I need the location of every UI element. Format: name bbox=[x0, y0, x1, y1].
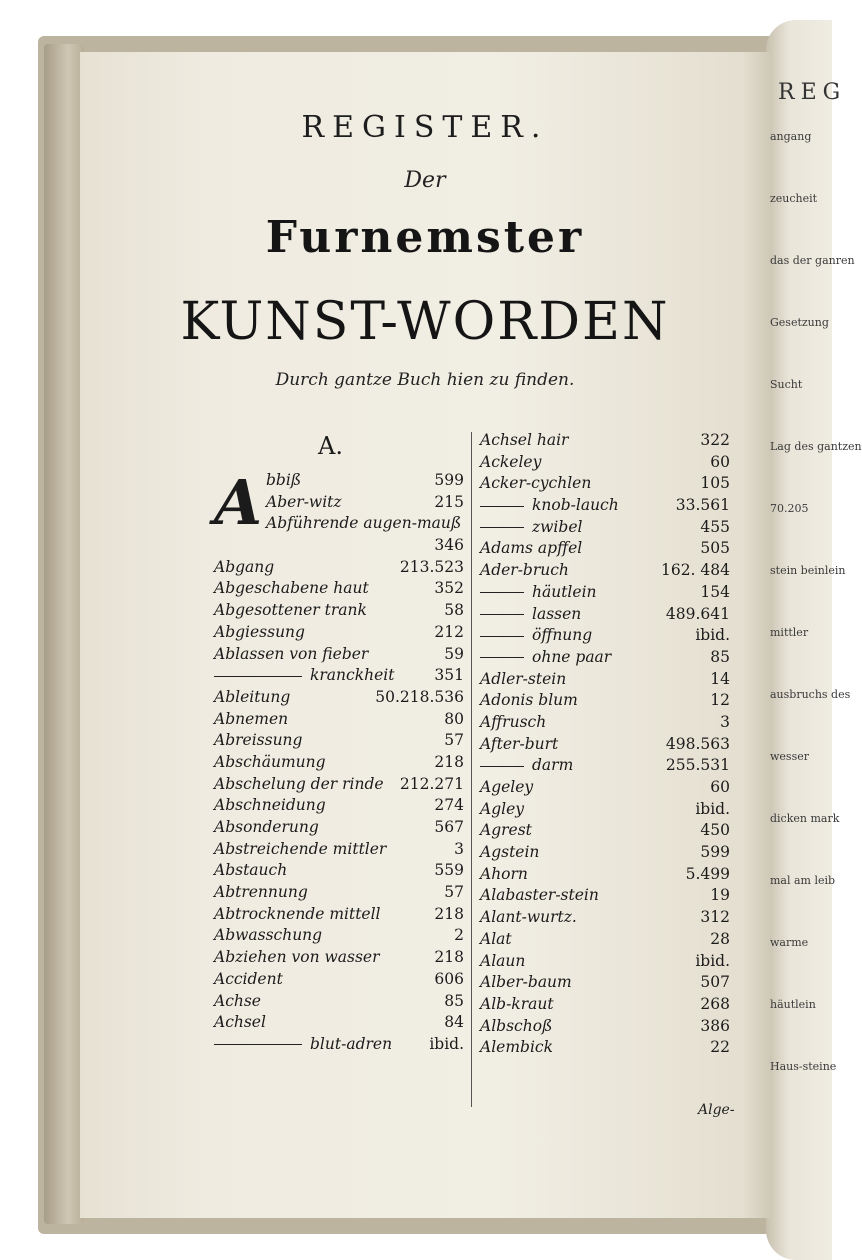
entry-page: 346 bbox=[434, 536, 464, 555]
index-entry bbox=[214, 991, 464, 1013]
entry-term-text: Abschneidung bbox=[214, 796, 326, 815]
entry-term bbox=[214, 839, 386, 861]
entry-page: ibid. bbox=[695, 626, 730, 645]
left-column bbox=[214, 430, 464, 1056]
entry-term-text: Albschoß bbox=[480, 1016, 553, 1035]
entry-term-text: Abnemen bbox=[214, 709, 289, 728]
entry-term-text: öffnung bbox=[532, 626, 593, 645]
entry-page: 5.499 bbox=[685, 864, 730, 883]
index-entry bbox=[480, 755, 730, 777]
adjacent-page-fragment: wesser bbox=[770, 750, 809, 763]
entry-page: 505 bbox=[700, 539, 730, 558]
entry-page: 14 bbox=[710, 669, 730, 688]
entry-term bbox=[480, 907, 577, 929]
entry-term bbox=[214, 600, 367, 622]
big-heading: KUNST-WORDEN bbox=[180, 292, 670, 352]
entry-page: 567 bbox=[434, 818, 464, 836]
section-letter: A. bbox=[318, 432, 343, 460]
entry-term-text: kranckheit bbox=[310, 666, 395, 685]
entry-term bbox=[214, 969, 283, 991]
entry-term-text: blut-adren bbox=[310, 1034, 393, 1053]
index-entry bbox=[480, 972, 730, 994]
index-entry bbox=[480, 582, 730, 604]
entry-term-text: Ahorn bbox=[480, 864, 528, 883]
entry-page: 489.641 bbox=[665, 604, 730, 623]
entry-term bbox=[480, 538, 582, 560]
entry-term bbox=[480, 777, 533, 799]
index-entry bbox=[214, 578, 464, 600]
entry-term bbox=[480, 582, 597, 604]
index-entry bbox=[480, 777, 730, 799]
index-entry bbox=[480, 495, 730, 517]
entry-term bbox=[480, 799, 524, 821]
entry-term bbox=[266, 513, 461, 535]
entry-term-text: Alat bbox=[480, 929, 512, 948]
index-entry bbox=[480, 734, 730, 756]
ditto-dash bbox=[480, 506, 524, 507]
entry-term-text: Alant-wurtz. bbox=[480, 908, 577, 927]
index-entry bbox=[480, 929, 730, 951]
index-entry bbox=[480, 452, 730, 474]
entry-term bbox=[480, 820, 532, 842]
entry-page: 599 bbox=[434, 471, 464, 489]
entry-page: 351 bbox=[434, 666, 464, 685]
entry-page: ibid. bbox=[429, 1034, 464, 1053]
entry-term bbox=[214, 687, 290, 709]
entry-term-text: Ableitung bbox=[214, 687, 291, 706]
entry-term bbox=[214, 665, 394, 687]
entry-page: 59 bbox=[444, 644, 464, 663]
entry-term-text: ohne paar bbox=[532, 647, 612, 666]
entry-term-text: Achsel bbox=[214, 1013, 266, 1032]
entry-term bbox=[480, 430, 568, 452]
entry-page: 85 bbox=[710, 647, 730, 666]
entry-page: 22 bbox=[710, 1038, 730, 1057]
entry-term bbox=[480, 712, 546, 734]
adjacent-page bbox=[766, 20, 862, 1260]
index-entry bbox=[214, 535, 464, 557]
entry-page: 19 bbox=[710, 886, 730, 905]
index-entry bbox=[214, 730, 464, 752]
entry-page: 57 bbox=[444, 731, 464, 750]
entry-term bbox=[480, 929, 512, 951]
index-entry bbox=[480, 951, 730, 973]
entry-term bbox=[214, 904, 381, 926]
adjacent-page-fragment: mittler bbox=[770, 626, 809, 639]
entry-term bbox=[480, 669, 566, 691]
entry-page: 450 bbox=[700, 821, 730, 840]
index-entry bbox=[480, 820, 730, 842]
entry-term-text: Abgesottener trank bbox=[214, 601, 367, 620]
entry-term bbox=[480, 690, 578, 712]
adjacent-page-heading: REG bbox=[778, 80, 847, 105]
entry-page: 213.523 bbox=[399, 557, 464, 576]
entry-term bbox=[480, 951, 525, 973]
index-entry bbox=[480, 647, 730, 669]
entry-term-text: Ageley bbox=[480, 778, 534, 796]
entry-term bbox=[480, 473, 591, 495]
entry-page: 3 bbox=[454, 839, 464, 858]
entry-page: 105 bbox=[700, 474, 730, 493]
entry-term-text: Affrusch bbox=[480, 712, 547, 731]
entry-page: 212.271 bbox=[399, 774, 464, 793]
entry-term-text: Alb-kraut bbox=[480, 994, 554, 1013]
drop-cap: A bbox=[214, 466, 263, 539]
index-entry bbox=[214, 622, 464, 644]
entry-term-text: Alabaster-stein bbox=[480, 886, 599, 905]
index-entry bbox=[480, 690, 730, 712]
entry-page: 218 bbox=[434, 904, 464, 923]
entry-term bbox=[214, 752, 326, 774]
entry-term-text: Abschäumung bbox=[214, 752, 326, 771]
entry-term bbox=[480, 647, 611, 669]
page-title: REGISTER. bbox=[301, 110, 549, 145]
entry-term bbox=[480, 1016, 552, 1038]
index-entry bbox=[480, 517, 730, 539]
index-entry bbox=[214, 817, 464, 839]
entry-page: 507 bbox=[700, 973, 730, 992]
entry-term-text: Abstreichende mittler bbox=[214, 839, 387, 858]
index-entry bbox=[480, 1016, 730, 1038]
entry-term bbox=[480, 604, 581, 626]
entry-term-text: bbiß bbox=[266, 471, 302, 489]
entry-term bbox=[480, 842, 539, 864]
entry-page: ibid. bbox=[695, 951, 730, 970]
entry-term bbox=[214, 578, 369, 600]
index-entry bbox=[214, 904, 464, 926]
entry-page: 352 bbox=[434, 579, 464, 598]
entry-term-text: Abtrocknende mittell bbox=[214, 904, 381, 923]
entry-page: 218 bbox=[434, 752, 464, 771]
ditto-dash bbox=[214, 676, 302, 677]
entry-page: 162. 484 bbox=[660, 561, 730, 580]
entry-page: 599 bbox=[700, 843, 730, 862]
index-entry bbox=[214, 513, 464, 535]
adjacent-page-fragment: Haus-steine bbox=[770, 1060, 837, 1073]
index-entry bbox=[480, 842, 730, 864]
entry-term bbox=[214, 774, 384, 796]
entry-term bbox=[480, 560, 569, 582]
entry-term bbox=[480, 755, 573, 777]
index-entry bbox=[214, 1034, 464, 1056]
entry-term bbox=[480, 625, 592, 647]
index-entry bbox=[214, 665, 464, 687]
entry-term-text: Abziehen von wasser bbox=[214, 948, 380, 967]
entry-term bbox=[214, 925, 322, 947]
entry-term-text: Achsel hair bbox=[480, 431, 569, 449]
tagline: Durch gantze Buch hien zu finden. bbox=[275, 370, 575, 390]
entry-term bbox=[214, 1012, 266, 1034]
adjacent-page-fragment: dicken mark bbox=[770, 812, 840, 825]
entry-term-text: Accident bbox=[214, 969, 283, 988]
adjacent-page-fragment: angang bbox=[770, 130, 812, 143]
index-entry bbox=[480, 560, 730, 582]
entry-page: 28 bbox=[710, 929, 730, 948]
index-entry bbox=[214, 1012, 464, 1034]
entry-term-text: Alaun bbox=[480, 951, 526, 970]
index-entry bbox=[480, 1037, 730, 1059]
index-entry bbox=[480, 799, 730, 821]
entry-term-text: häutlein bbox=[532, 582, 597, 601]
entry-page: 386 bbox=[700, 1016, 730, 1035]
entry-page: 84 bbox=[444, 1013, 464, 1032]
entry-term-text: Absonderung bbox=[214, 818, 319, 836]
column-divider bbox=[471, 432, 472, 1107]
entry-term-text: Abgang bbox=[214, 557, 275, 576]
register-page bbox=[80, 52, 770, 1218]
index-entry bbox=[214, 774, 464, 796]
right-column bbox=[480, 430, 730, 1059]
entry-page: 154 bbox=[700, 582, 730, 601]
adjacent-page-fragment: warme bbox=[770, 936, 809, 949]
entry-page: 80 bbox=[444, 709, 464, 728]
entry-term-text: Abtrennung bbox=[214, 883, 308, 902]
index-entry bbox=[214, 644, 464, 666]
index-entry bbox=[214, 709, 464, 731]
adjacent-page-fragment: Sucht bbox=[770, 378, 803, 391]
entry-term bbox=[480, 864, 528, 886]
entry-term-text: Abschelung der rinde bbox=[214, 774, 384, 793]
entry-page: 50.218.536 bbox=[375, 687, 464, 706]
entry-term-text: Abgiessung bbox=[214, 622, 305, 641]
entry-term bbox=[214, 557, 274, 579]
entry-page: 215 bbox=[434, 492, 464, 511]
index-entry bbox=[480, 604, 730, 626]
entry-page: 498.563 bbox=[665, 734, 730, 753]
entry-page: 218 bbox=[434, 948, 464, 967]
ditto-dash bbox=[480, 527, 524, 528]
entry-term-text: zwibel bbox=[532, 517, 583, 536]
entry-page: 3 bbox=[720, 712, 730, 731]
entry-term-text: Achse bbox=[214, 991, 261, 1010]
index-entry bbox=[480, 625, 730, 647]
ditto-dash bbox=[480, 636, 524, 637]
entry-page: 559 bbox=[434, 861, 464, 880]
entry-page: 274 bbox=[434, 796, 464, 815]
entry-term-text: Ackeley bbox=[480, 452, 542, 471]
adjacent-page-fragment: stein beinlein bbox=[770, 564, 846, 577]
index-entry bbox=[480, 473, 730, 495]
entry-term-text: Adler-stein bbox=[480, 669, 567, 688]
entry-term bbox=[480, 994, 554, 1016]
ditto-dash bbox=[214, 1044, 302, 1045]
entry-term bbox=[480, 495, 619, 517]
index-entry bbox=[214, 882, 464, 904]
adjacent-page-fragment: Gesetzung bbox=[770, 316, 829, 329]
main-heading: Furnemster bbox=[265, 212, 585, 263]
adjacent-page-fragment: das der ganren bbox=[770, 254, 855, 267]
entry-term-text: Alembick bbox=[480, 1038, 553, 1057]
catchword: Alge- bbox=[698, 1102, 735, 1118]
entry-page: 268 bbox=[700, 994, 730, 1013]
entry-term-text: Abwasschung bbox=[214, 926, 323, 945]
entry-term-text: darm bbox=[532, 756, 574, 775]
entry-term bbox=[214, 1034, 392, 1056]
entry-page: 255.531 bbox=[665, 756, 730, 775]
index-entry bbox=[214, 492, 464, 514]
entry-term-text: lassen bbox=[532, 604, 582, 623]
entry-term bbox=[480, 734, 558, 756]
index-entry bbox=[214, 687, 464, 709]
ditto-dash bbox=[480, 766, 524, 767]
entry-term bbox=[480, 1037, 553, 1059]
entry-term bbox=[214, 730, 302, 752]
entry-page: 60 bbox=[710, 452, 730, 471]
index-entry bbox=[480, 885, 730, 907]
entry-term-text: Aber-witz bbox=[266, 492, 342, 511]
adjacent-page-fragment: ausbruchs des bbox=[770, 688, 851, 701]
index-entry bbox=[214, 557, 464, 579]
entry-term bbox=[214, 817, 319, 839]
entry-term-text: Abgeschabene haut bbox=[214, 579, 369, 598]
index-entry bbox=[214, 839, 464, 861]
entry-term-text: Adonis blum bbox=[480, 691, 578, 710]
entry-page: 33.561 bbox=[675, 496, 730, 515]
index-entry bbox=[214, 969, 464, 991]
entry-term bbox=[266, 492, 342, 514]
entry-page: 606 bbox=[434, 969, 464, 988]
entry-term-text: Acker-cychlen bbox=[480, 474, 592, 493]
entry-page: 322 bbox=[700, 431, 730, 449]
entry-page: ibid. bbox=[695, 799, 730, 818]
book-spine bbox=[44, 44, 84, 1224]
index-entry bbox=[480, 864, 730, 886]
subtitle: Der bbox=[404, 168, 446, 193]
index-entry bbox=[480, 994, 730, 1016]
entry-term-text: Alber-baum bbox=[480, 973, 572, 992]
entry-term-text: After-burt bbox=[480, 734, 559, 753]
entry-term bbox=[214, 947, 379, 969]
entry-page: 85 bbox=[444, 991, 464, 1010]
entry-term-text: Adams apffel bbox=[480, 539, 583, 558]
entry-term bbox=[214, 622, 305, 644]
index-entry bbox=[480, 907, 730, 929]
entry-page: 212 bbox=[434, 622, 464, 641]
entry-page: 2 bbox=[454, 926, 464, 945]
entry-term bbox=[214, 795, 326, 817]
entry-term bbox=[480, 517, 582, 539]
entry-page: 12 bbox=[710, 691, 730, 710]
entry-page: 312 bbox=[700, 908, 730, 927]
entry-term bbox=[214, 709, 288, 731]
entry-term-text: Agstein bbox=[480, 843, 540, 862]
entry-term bbox=[214, 991, 261, 1013]
entry-term bbox=[214, 860, 287, 882]
entry-term bbox=[266, 470, 301, 492]
adjacent-page-fragment: zeucheit bbox=[770, 192, 818, 205]
index-entry bbox=[480, 538, 730, 560]
entry-term bbox=[480, 972, 572, 994]
entry-page: 57 bbox=[444, 883, 464, 902]
index-entry bbox=[214, 947, 464, 969]
adjacent-page-fragment: mal am leib bbox=[770, 874, 836, 887]
index-entry bbox=[214, 925, 464, 947]
adjacent-page-fragment: 70.205 bbox=[770, 502, 809, 515]
entry-term-text: Agrest bbox=[480, 821, 532, 840]
index-entry bbox=[214, 860, 464, 882]
index-entry bbox=[214, 600, 464, 622]
ditto-dash bbox=[480, 657, 524, 658]
ditto-dash bbox=[480, 592, 524, 593]
index-entry bbox=[214, 752, 464, 774]
entry-page: 58 bbox=[444, 601, 464, 620]
entry-term-text: Abreissung bbox=[214, 731, 303, 750]
entry-term-text: knob-lauch bbox=[532, 496, 619, 515]
entry-term bbox=[214, 644, 368, 666]
entry-term-text: Agley bbox=[480, 799, 525, 818]
adjacent-page-fragment: Lag des gantzen bbox=[770, 440, 862, 453]
entry-term-text: Abstauch bbox=[214, 861, 288, 880]
entry-page: 455 bbox=[700, 517, 730, 536]
index-entry bbox=[480, 712, 730, 734]
entry-term-text: Ablassen von fieber bbox=[214, 644, 369, 663]
adjacent-page-fragment: häutlein bbox=[770, 998, 816, 1011]
index-entry bbox=[480, 430, 730, 452]
ditto-dash bbox=[480, 614, 524, 615]
entry-page: 60 bbox=[710, 778, 730, 796]
entry-term-text: Abführende augen-mauß bbox=[266, 514, 462, 533]
entry-term bbox=[480, 885, 599, 907]
entry-term bbox=[214, 882, 308, 904]
entry-term-text: Ader-bruch bbox=[480, 561, 569, 580]
entry-term bbox=[480, 452, 541, 474]
index-entry bbox=[214, 795, 464, 817]
index-entry bbox=[480, 669, 730, 691]
